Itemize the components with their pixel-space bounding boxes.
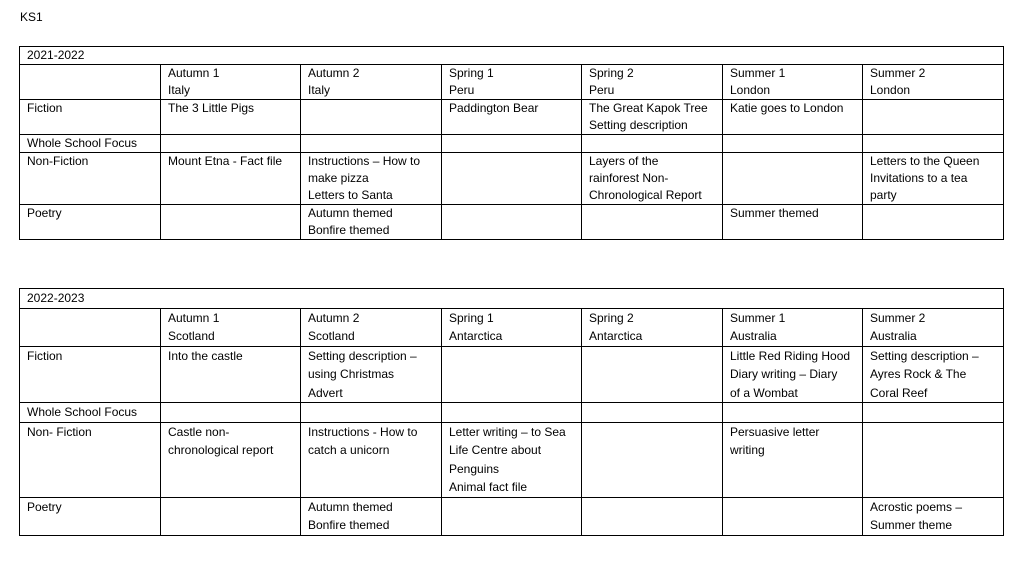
plan-cell: Into the castle	[161, 346, 301, 403]
plan-cell	[301, 100, 442, 135]
term-header-autumn-2	[301, 308, 442, 346]
plan-cell	[582, 403, 723, 423]
term-topic: Australia	[730, 329, 777, 343]
term-name: Summer 1	[730, 310, 786, 325]
plan-cell	[582, 422, 723, 497]
plan-cell: Setting description – using Christmas Advert	[301, 346, 442, 403]
plan-cell	[723, 403, 863, 423]
term-topic: Italy	[168, 83, 191, 97]
term-name: Spring 2	[589, 310, 634, 325]
plan-cell	[863, 422, 1004, 497]
plan-cell: Autumn themed Bonfire themed	[301, 205, 442, 240]
plan-cell	[582, 346, 723, 403]
plan-cell: Instructions – How to make pizza Letters to Santa	[301, 153, 442, 205]
term-header-row	[20, 65, 1004, 100]
term-topic: Italy	[308, 83, 331, 97]
plan-cell	[863, 205, 1004, 240]
term-name: Summer 1	[730, 66, 786, 80]
term-header-spring-1	[442, 308, 582, 346]
term-header-spring-1	[442, 65, 582, 100]
row-label: Non- Fiction	[20, 422, 161, 497]
plan-cell: The Great Kapok Tree Setting description	[582, 100, 723, 135]
plan-cell	[301, 135, 442, 153]
plan-cell	[301, 403, 442, 423]
plan-cell: Autumn themed Bonfire themed	[301, 497, 442, 535]
term-name: Autumn 1	[168, 310, 220, 325]
term-name: Autumn 1	[168, 66, 220, 80]
plan-cell	[723, 135, 863, 153]
plan-cell: Letter writing – to Sea Life Centre about Penguins Animal fact file	[442, 422, 582, 497]
row-whole-school-focus	[20, 403, 1004, 423]
plan-cell: Setting description – Ayres Rock & The Coral Reef	[863, 346, 1004, 403]
row-label: Fiction	[20, 346, 161, 403]
term-name: Summer 2	[870, 310, 926, 325]
plan-cell	[161, 135, 301, 153]
term-name: Autumn 2	[308, 66, 360, 80]
row-label: Whole School Focus	[20, 135, 161, 153]
plan-cell	[723, 497, 863, 535]
plan-cell: The 3 Little Pigs	[161, 100, 301, 135]
plan-cell: Acrostic poems – Summer theme	[863, 497, 1004, 535]
plan-cell	[442, 497, 582, 535]
plan-cell	[863, 100, 1004, 135]
term-topic: Peru	[589, 83, 615, 97]
curriculum-table-2021-2022	[19, 46, 1004, 240]
plan-cell	[863, 403, 1004, 423]
term-header-autumn-1	[161, 65, 301, 100]
plan-cell: Castle non- chronological report	[161, 422, 301, 497]
term-topic: London	[870, 83, 911, 97]
curriculum-table-2022-2023	[19, 288, 1004, 536]
plan-cell	[442, 403, 582, 423]
plan-cell	[863, 135, 1004, 153]
page-heading: KS1	[20, 10, 43, 24]
plan-cell: Mount Etna - Fact file	[161, 153, 301, 205]
term-name: Summer 2	[870, 66, 926, 80]
plan-cell	[442, 205, 582, 240]
row-poetry	[20, 205, 1004, 240]
plan-cell: Persuasive letter writing	[723, 422, 863, 497]
plan-cell	[442, 346, 582, 403]
row-label: Non-Fiction	[20, 153, 161, 205]
term-header-autumn-2	[301, 65, 442, 100]
year-row	[20, 47, 1004, 65]
term-topic: Peru	[449, 83, 475, 97]
term-topic: Australia	[870, 329, 917, 343]
term-header-summer-2	[863, 65, 1004, 100]
plan-cell	[161, 403, 301, 423]
plan-cell: Summer themed	[723, 205, 863, 240]
plan-cell	[723, 153, 863, 205]
row-fiction	[20, 100, 1004, 135]
row-whole-school-focus	[20, 135, 1004, 153]
row-label: Poetry	[20, 205, 161, 240]
term-topic: London	[730, 83, 771, 97]
plan-cell	[582, 205, 723, 240]
term-header-spring-2	[582, 308, 723, 346]
term-topic: Scotland	[168, 329, 215, 343]
plan-cell: Paddington Bear	[442, 100, 582, 135]
empty-corner-cell	[20, 65, 161, 100]
plan-cell: Instructions - How to catch a unicorn	[301, 422, 442, 497]
plan-cell	[161, 497, 301, 535]
plan-cell: Katie goes to London	[723, 100, 863, 135]
term-name: Autumn 2	[308, 310, 360, 325]
row-fiction	[20, 346, 1004, 403]
term-header-summer-1	[723, 65, 863, 100]
row-label: Poetry	[20, 497, 161, 535]
row-poetry	[20, 497, 1004, 535]
plan-cell	[442, 135, 582, 153]
term-header-row	[20, 308, 1004, 346]
row-non-fiction	[20, 153, 1004, 205]
plan-cell: Layers of the rainforest Non- Chronological Report	[582, 153, 723, 205]
term-topic: Antarctica	[449, 329, 503, 343]
term-name: Spring 2	[589, 66, 634, 80]
term-name: Spring 1	[449, 66, 494, 80]
plan-cell	[582, 497, 723, 535]
empty-corner-cell	[20, 308, 161, 346]
plan-cell: Letters to the Queen Invitations to a tea party	[863, 153, 1004, 205]
term-name: Spring 1	[449, 310, 494, 325]
row-label: Whole School Focus	[20, 403, 161, 423]
term-header-autumn-1	[161, 308, 301, 346]
year-heading: 2021-2022	[20, 47, 1004, 65]
row-label: Fiction	[20, 100, 161, 135]
term-topic: Antarctica	[589, 329, 643, 343]
year-row	[20, 289, 1004, 309]
plan-cell: Little Red Riding Hood Diary writing – Diary of a Wombat	[723, 346, 863, 403]
row-non-fiction	[20, 422, 1004, 497]
plan-cell	[582, 135, 723, 153]
year-heading: 2022-2023	[20, 289, 1004, 309]
term-topic: Scotland	[308, 329, 355, 343]
term-header-spring-2	[582, 65, 723, 100]
term-header-summer-2	[863, 308, 1004, 346]
plan-cell	[442, 153, 582, 205]
plan-cell	[161, 205, 301, 240]
term-header-summer-1	[723, 308, 863, 346]
